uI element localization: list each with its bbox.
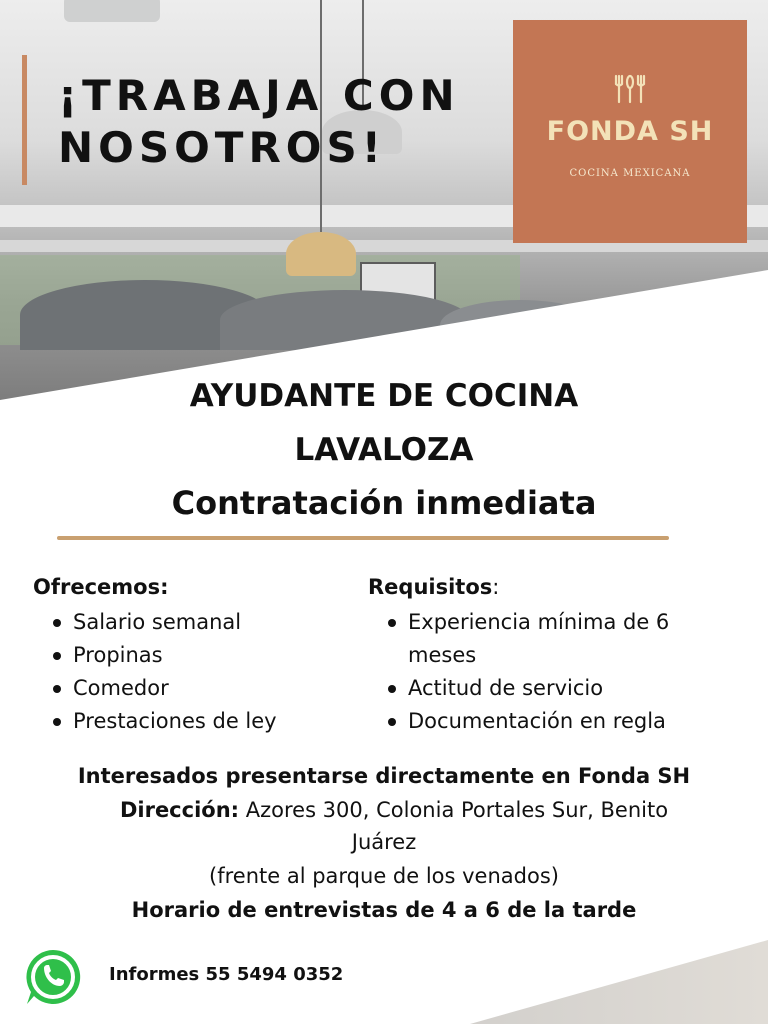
offer-list (33, 606, 353, 738)
pendant-lamp (64, 0, 160, 22)
list-item (368, 705, 748, 738)
logo-tagline: COCINA MEXICANA (569, 168, 691, 179)
logo-brand: FONDA SH (546, 116, 714, 147)
requirement-item-label: Experiencia mínima de 6 (408, 610, 670, 634)
bullet-icon (53, 685, 61, 693)
offer-item-label: Prestaciones de ley (73, 709, 277, 733)
accent-bar (22, 55, 27, 185)
divider-rule (57, 536, 669, 540)
requirement-item-label: meses (408, 643, 477, 667)
bullet-icon (388, 718, 396, 726)
interested-line: Interesados presentarse directamente en Fonda SH (77, 764, 691, 788)
offer-item-label: Salario semanal (73, 610, 242, 634)
whatsapp-icon[interactable] (22, 946, 84, 1008)
address-continuation: Juárez (351, 830, 417, 854)
requirements-list (368, 606, 748, 738)
requirements-title (368, 574, 748, 600)
offer-item-label: Comedor (73, 676, 169, 700)
list-item (33, 639, 353, 672)
headline-line2: NOSOTROS! (58, 123, 386, 172)
bullet-icon (53, 718, 61, 726)
list-item-continuation (368, 639, 748, 672)
bullet-icon (53, 652, 61, 660)
job-subtitle: Contratación inmediata (171, 484, 597, 522)
bullet-icon (388, 619, 396, 627)
pendant-lamp (286, 232, 356, 276)
address-text: Azores 300, Colonia Portales Sur, Benito (239, 798, 669, 822)
address-line (20, 798, 768, 822)
list-item (368, 606, 748, 639)
requirements-section (368, 574, 748, 738)
logo-card (513, 20, 747, 243)
address-reference: (frente al parque de los venados) (209, 864, 559, 888)
headline (58, 70, 498, 174)
bullet-icon (388, 685, 396, 693)
job-title-1: AYUDANTE DE COCINA (189, 378, 579, 414)
offer-section (33, 574, 353, 738)
requirements-title-text: Requisitos (368, 575, 493, 599)
offer-title: Ofrecemos: (33, 575, 169, 599)
requirement-item-label: Documentación en regla (408, 709, 666, 733)
list-item (368, 672, 748, 705)
job-title-2: LAVALOZA (294, 432, 474, 468)
requirement-item-label: Actitud de servicio (408, 676, 604, 700)
address-label: Dirección: (119, 798, 240, 822)
interview-schedule: Horario de entrevistas de 4 a 6 de la tarde (131, 898, 637, 922)
contact-phone[interactable]: Informes 55 5494 0352 (109, 964, 344, 985)
list-item (33, 672, 353, 705)
headline-line1: ¡TRABAJA CON (58, 71, 460, 120)
requirements-colon: : (492, 575, 500, 599)
offer-item-label: Propinas (73, 643, 163, 667)
list-item (33, 606, 353, 639)
bullet-icon (53, 619, 61, 627)
cutlery-icon (613, 72, 647, 106)
list-item (33, 705, 353, 738)
